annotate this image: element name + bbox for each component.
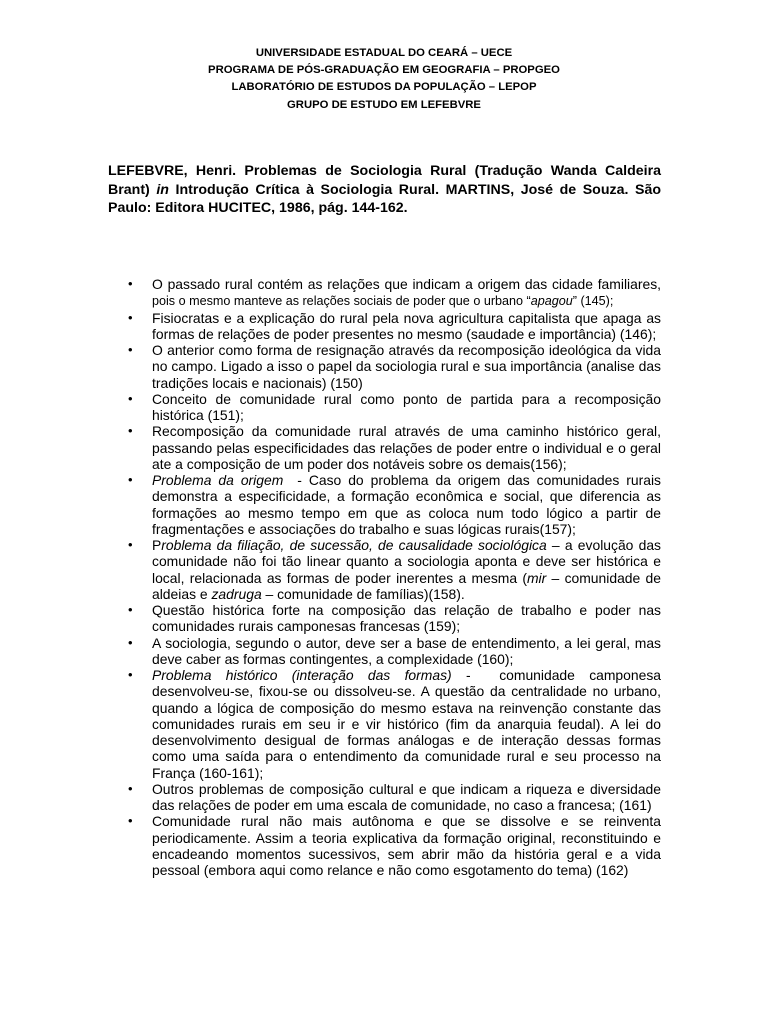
list-item — [108, 813, 661, 878]
bullet-icon: • — [128, 472, 133, 487]
item-text: O anterior como forma de resignação através da recomposição ideológica da vida no campo. Ligado a isso o papel da sociologia rural e sua importância (analise das tradições locais e nacionais) (150) — [152, 342, 661, 391]
item-text: A sociologia, segundo o autor, deve ser a base de entendimento, a lei geral, mas deve caber as formas contingentes, a complexidade (160); — [152, 634, 661, 667]
list-item — [108, 423, 661, 472]
citation-in: in — [156, 181, 169, 198]
bullet-icon: • — [128, 309, 133, 325]
list-item — [108, 310, 661, 343]
header-study-group: GRUPO DE ESTUDO EM LEFEBVRE — [287, 98, 481, 111]
header-university: UNIVERSIDADE ESTADUAL DO CEARÁ – UECE — [255, 47, 513, 59]
summary-list — [108, 276, 665, 878]
item-text: - comunidade camponesa desenvolveu-se, fixou-se ou dissolveu-se. A questão da centralidade no urbano, quando a lógica de composição do mesmo estava na reinvenção constante das comunidades rurais em seu ir e vir histórico (fim da anarquia feudal). A lei do desenvolvimento desigual de formas análogas e de interação dessas formas como uma saída para o entendimento da comunidade rural e seu processo na França (160-161); — [152, 667, 665, 781]
bullet-icon: • — [128, 634, 133, 650]
item-text-small: pois o mesmo manteve as relações sociais de poder que o urbano “ — [152, 294, 531, 309]
item-text: – a evolução das comunidade não foi tão linear quanto a sociologia aponta e deve ser histórica e local, relacionada as formas de poder inerentes a mesma ( — [152, 537, 661, 586]
item-text: Questão histórica forte na composição das relação de trabalho e poder nas comunidades rurais camponesas francesas (159); — [152, 602, 661, 635]
header-program: PROGRAMA DE PÓS-GRADUAÇÃO EM GEOGRAFIA – PROPGEO — [208, 64, 560, 77]
bullet-icon: • — [128, 423, 133, 439]
list-item — [108, 602, 661, 635]
item-italic: Problema histórico (interação das formas) — [152, 667, 452, 683]
bullet-icon: • — [128, 342, 133, 357]
institution-header — [0, 45, 768, 114]
bullet-icon: • — [128, 667, 133, 682]
bibliographic-citation — [108, 162, 661, 218]
list-item — [108, 781, 661, 814]
item-text: Outros problemas de composição cultural e que indicam a riqueza e diversidade das relações de poder em uma escala de comunidade, no caso a francesa; (161) — [152, 780, 661, 813]
item-text: Conceito de comunidade rural como ponto de partida para a recomposição histórica (151); — [152, 390, 661, 423]
bullet-icon: • — [128, 390, 133, 406]
list-item — [108, 537, 661, 602]
item-italic-mir: mir — [526, 569, 547, 586]
item-text: P — [152, 537, 162, 553]
list-item — [108, 472, 665, 537]
header-laboratory: LABORATÓRIO DE ESTUDOS DA POPULAÇÃO – LEPOP — [231, 81, 537, 94]
item-text: Recomposição da comunidade rural através de uma caminho histórico geral, passando pelas especificidades das relações de poder entre o individual e o geral ate a composição de um poder dos notáveis sobre os demais(156); — [152, 423, 661, 472]
list-item — [108, 342, 661, 391]
list-item — [108, 391, 661, 424]
item-text: Fisiocratas e a explicação do rural pela nova agricultura capitalista que apaga as formas de relações de poder presentes no mesmo (saudade e importância) (146); — [152, 309, 661, 342]
citation-part1: LEFEBVRE, Henri. Problemas de Sociologia Rural (Tradução Wanda Caldeira Brant) — [108, 163, 661, 198]
item-italic: apagou — [530, 294, 573, 309]
list-item — [108, 635, 661, 668]
item-text: – comunidade de famílias)(158). — [261, 585, 465, 602]
bullet-icon: • — [128, 780, 133, 796]
bullet-icon: • — [128, 602, 133, 617]
item-italic: Problema da origem — [152, 472, 284, 488]
list-item — [108, 276, 661, 310]
item-text: Comunidade rural não mais autônoma e que se dissolve e se reinventa periodicamente. Assim a teoria explicativa da formação original, reconstituindo e encadeando momentos sucessivos, sem abrir mão da história geral e a vida pessoal (embora aqui como relance e não como esgotamento do tema) (162) — [152, 813, 661, 878]
bullet-icon: • — [128, 813, 133, 829]
item-text: – comunidade de aldeias e — [152, 569, 661, 602]
item-italic: roblema da filiação, de sucessão, de causalidade sociológica — [161, 537, 547, 553]
bullet-icon: • — [128, 537, 133, 552]
item-italic-zadruga: zadruga — [211, 585, 262, 602]
citation-part2: Introdução Crítica à Sociologia Rural. MARTINS, José de Souza. São Paulo: Editora HUCITEC, 1986, pág. 144-162. — [108, 181, 661, 217]
bullet-icon: • — [128, 276, 133, 291]
item-text: - Caso do problema da origem das comunidades rurais demonstra a especificidade, a formação econômica e social, que diferencia as formações ao mesmo tempo em que as coloca num todo lógico a partir de fragmentações e associações do trabalho e suas lógicas rurais(157); — [152, 472, 665, 537]
item-text: O passado rural contém as relações que indicam a origem das cidade familiares, — [152, 276, 661, 292]
list-item — [108, 667, 665, 781]
item-text-small-end: ” (145); — [572, 294, 614, 309]
